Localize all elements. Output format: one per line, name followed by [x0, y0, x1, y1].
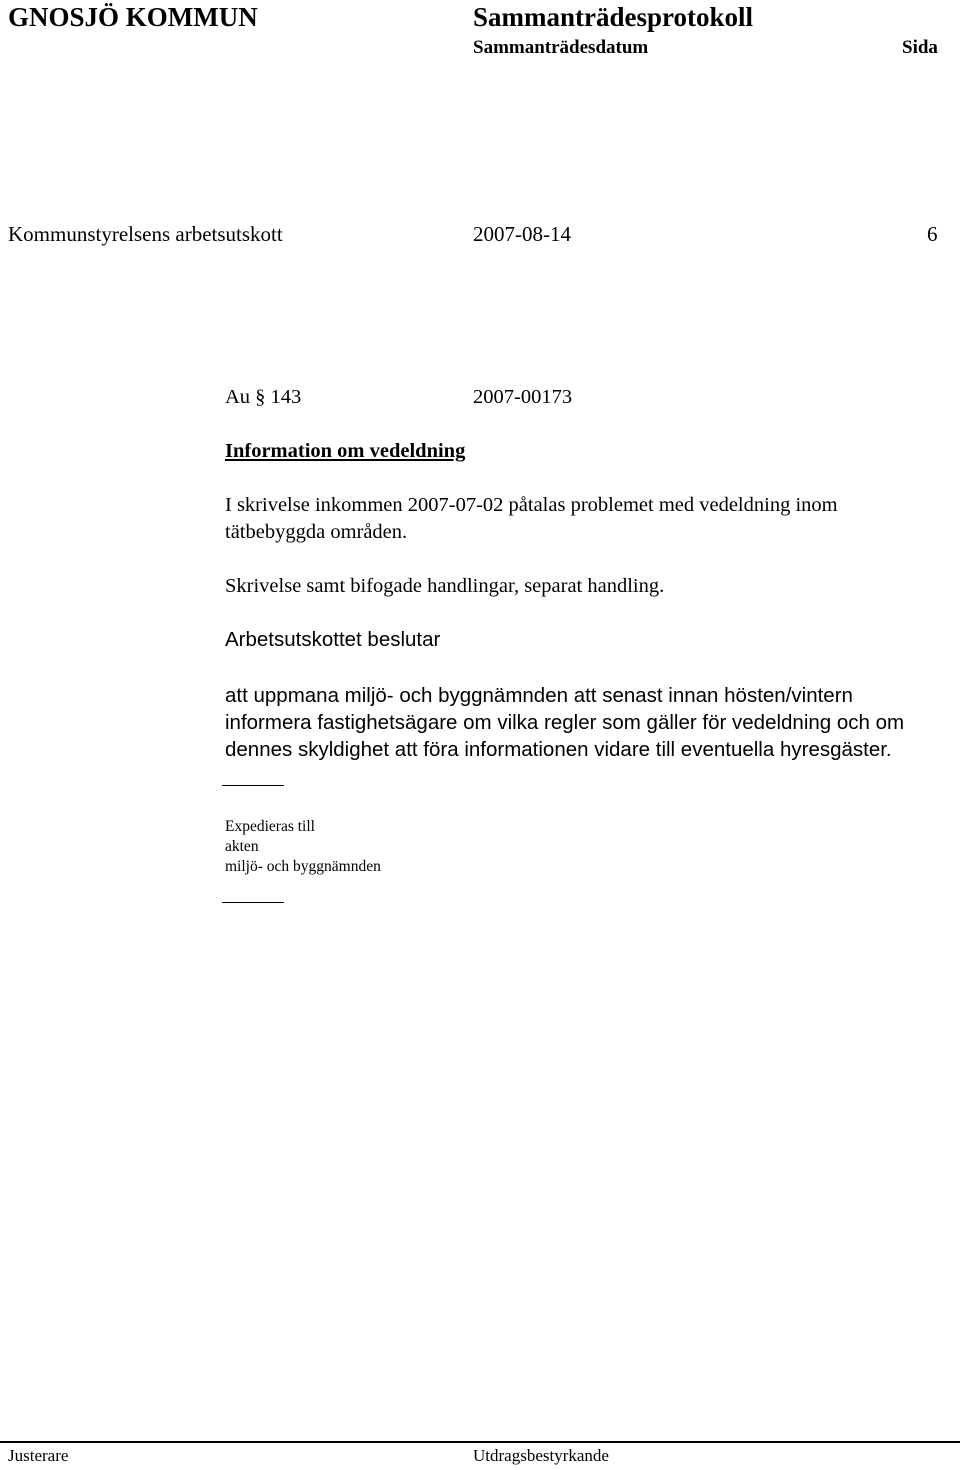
body-line-2: tätbebyggda områden.	[225, 521, 408, 543]
footer-justerare: Justerare	[8, 1446, 69, 1465]
case-number: 2007-00173	[473, 386, 573, 408]
document-title: Sammanträdesprotokoll	[473, 2, 754, 32]
separator-rule	[222, 902, 284, 903]
decision-line-2: informera fastighetsägare om vilka regler som gäller för vedeldning och om	[225, 711, 905, 734]
paragraph-reference: Au § 143	[225, 386, 302, 408]
body-line-1: I skrivelse inkommen 2007-07-02 påtalas problemet med vedeldning inom	[225, 494, 838, 516]
decision-line-1: att uppmana miljö- och byggnämnden att senast innan hösten/vintern	[225, 684, 853, 707]
expedition-label: Expedieras till	[225, 818, 315, 835]
municipality-name: GNOSJÖ KOMMUN	[8, 2, 258, 32]
separator-rule	[222, 785, 284, 786]
committee-name: Kommunstyrelsens arbetsutskott	[8, 222, 283, 246]
decision-line-3: dennes skyldighet att föra informationen vidare till eventuella hyresgäster.	[225, 738, 892, 761]
page-label: Sida	[902, 37, 938, 58]
footer-rule	[0, 1441, 960, 1443]
footer-utdragsbestyrkande: Utdragsbestyrkande	[473, 1446, 609, 1465]
expedition-recipient: akten	[225, 838, 259, 855]
meeting-date-label: Sammanträdesdatum	[473, 37, 649, 58]
expedition-recipient: miljö- och byggnämnden	[225, 858, 381, 875]
decision-heading: Arbetsutskottet beslutar	[225, 628, 441, 651]
item-heading: Information om vedeldning	[225, 440, 466, 462]
meeting-date: 2007-08-14	[473, 222, 571, 246]
page-number: 6	[927, 222, 938, 246]
attachments-note: Skrivelse samt bifogade handlingar, separat handling.	[225, 575, 665, 597]
